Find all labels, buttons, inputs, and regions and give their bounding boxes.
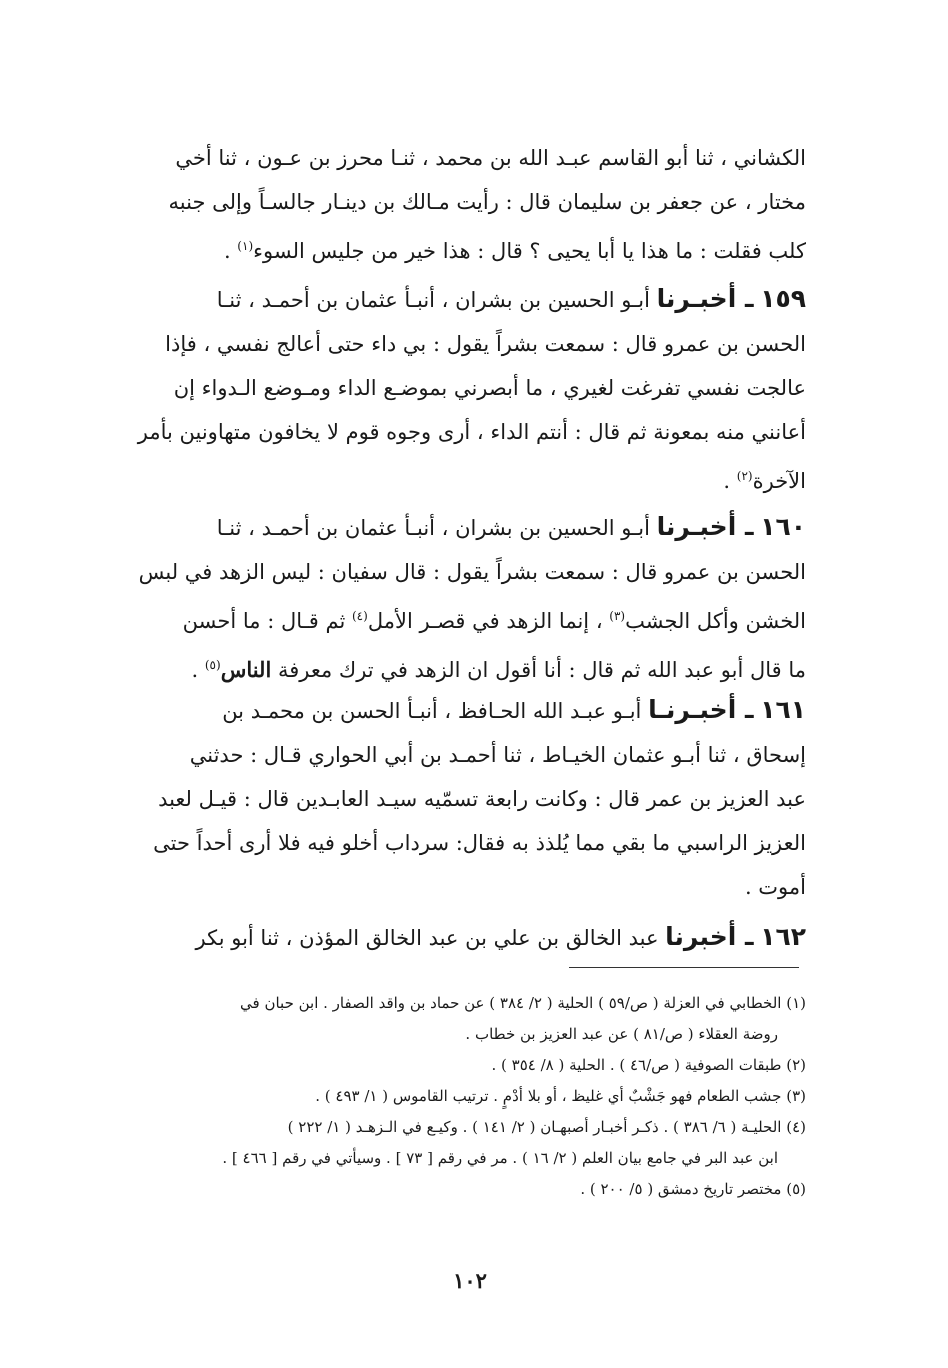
text-line: كلب فقلت : ما هذا يا أبا يحيى ؟ قال : هذا خير من جليس السوء$^{(١)}$ . xyxy=(223,239,806,263)
footnote-ref[interactable]: (٢) xyxy=(736,469,753,483)
hadith-161 xyxy=(112,688,806,909)
text-line: العزيز الراسبي ما بقي مما يُلذذ به فقال: سرداب أخلو فيه فلا أرى أحداً حتى xyxy=(153,831,806,855)
text-line: الكشاني ، ثنا أبو القاسم عبـد الله بن محمد ، ثنـا محرز بن عـون ، ثنا أخي xyxy=(175,146,806,170)
footnote-line: ابن عبد البر في جامع بيان العلم ( ٢/ ١٦ ) . مر في رقم [ ٧٣ ] . وسيأتي في رقم [ ٤٦٦ ] . xyxy=(222,1149,778,1167)
text-line: ١٥٩ ـ أخبـرنا أبـو الحسين بن بشران ، أنبـأ عثمان بن أحمـد ، ثنـا xyxy=(216,284,806,313)
footnote-line: روضة العقلاء ( ص/٨١ ) عن عبد العزيز بن خطاب . xyxy=(465,1025,778,1043)
hadith-160 xyxy=(112,505,806,692)
text-line: ١٦٢ ـ أخبرنا عبد الخالق بن علي بن عبد الخالق المؤذن ، ثنا أبو بكر xyxy=(195,922,806,951)
intro-paragraph xyxy=(112,136,806,273)
text-line: الحسن بن عمرو قال : سمعت بشراً يقول : بي داء حتى أعالج نفسي ، فإذا xyxy=(165,332,806,356)
hadith-number: ١٦٢ xyxy=(760,922,806,951)
text-line: عبد العزيز بن عمر قال : وكانت رابعة تسمّيه سيـد العابـدين قال : قيـل لعبد xyxy=(158,787,806,811)
text-line: الآخرة$^{(٢)}$ . xyxy=(723,469,806,493)
page-number: ١٠٢ xyxy=(453,1268,487,1293)
hadith-heading: ـ أخبـرنا xyxy=(656,512,754,541)
footnote-separator xyxy=(569,967,799,968)
hadith-number: ١٦٠ xyxy=(760,512,806,541)
hadith-159 xyxy=(112,277,806,503)
hadith-number: ١٥٩ xyxy=(760,284,806,313)
footnote-line: (٤) الحليـة ( ٦/ ٣٨٦ ) . ذكـر أخبـار أصبهـان ( ٢/ ١٤١ ) . وكيـع في الـزهـد ( ١/ ٢٢٢ ) xyxy=(287,1118,806,1136)
text-line: ١٦٠ ـ أخبـرنا أبـو الحسين بن بشران ، أنبـأ عثمان بن أحمـد ، ثنـا xyxy=(216,512,806,541)
footnote-line: (٥) مختصر تاريخ دمشق ( ٥/ ٢٠٠ ) . xyxy=(580,1180,806,1198)
text-line: مختار ، عن جعفر بن سليمان قال : رأيت مـالك بن دينـار جالسـاً وإلى جنبه xyxy=(168,190,806,214)
footnote-ref[interactable]: (٣) xyxy=(609,609,626,623)
footnote-line: (٣) جشب الطعام فهو جَشْبٌ أي غليظ ، أو بلا أدْمٍ . ترتيب القاموس ( ١/ ٤٩٣ ) . xyxy=(315,1087,806,1105)
hadith-heading: ـ أخبـرنا xyxy=(656,284,754,313)
hadith-heading: ـ أخبرنا xyxy=(665,922,754,951)
footnote-line: (١) الخطابي في العزلة ( ص/٥٩ ) الحلية ( ٢/ ٣٨٤ ) عن حماد بن واقد الصفار . ابن حبان في xyxy=(240,994,806,1012)
footnote-line: (٢) طبقات الصوفية ( ص/٤٦ ) . الحلية ( ٨/ ٣٥٤ ) . xyxy=(491,1056,806,1074)
footnote-ref[interactable]: (١) xyxy=(237,239,254,253)
footnote-ref[interactable]: (٤) xyxy=(351,609,368,623)
hadith-heading: ـ أخبـرنـا xyxy=(648,695,754,724)
text-line: عالجت نفسي تفرغت لغيري ، ما أبصرني بموضـع الداء ومـوضع الـدواء إن xyxy=(173,376,806,400)
text-line: ١٦١ ـ أخبـرنـا أبـو عبـد الله الحـافظ ، أنبـأ الحسن بن محمـد بن xyxy=(222,695,806,724)
text-line: أموت . xyxy=(744,875,806,899)
text-line: الخشن وأكل الجشب$^{(٣)}$ ، إنما الزهد في قصـر الأمل$^{(٤)}$ ثم قـال : ما أحسن xyxy=(182,609,806,633)
footnote-ref[interactable]: (٥) xyxy=(204,658,221,672)
text-line: الحسن بن عمرو قال : سمعت بشراً يقول : قال سفيان : ليس الزهد في لبس xyxy=(138,560,806,584)
text-line: أعانني منه بمعونة ثم قال : أنتم الداء ، أرى وجوه قوم لا يخافون متهاونين بأمر xyxy=(137,420,806,444)
hadith-162 xyxy=(112,915,806,960)
text-line: إسحاق ، ثنا أبـو عثمان الخيـاط ، ثنا أحمـد بن أبي الحواري قـال : حدثني xyxy=(189,743,806,767)
footnotes xyxy=(112,988,806,1205)
text-line: ما قال أبو عبد الله ثم قال : أنا أقول ان الزهد في ترك معرفة الناس$^{(٥)}$ . xyxy=(191,657,806,682)
hadith-number: ١٦١ xyxy=(760,695,806,724)
